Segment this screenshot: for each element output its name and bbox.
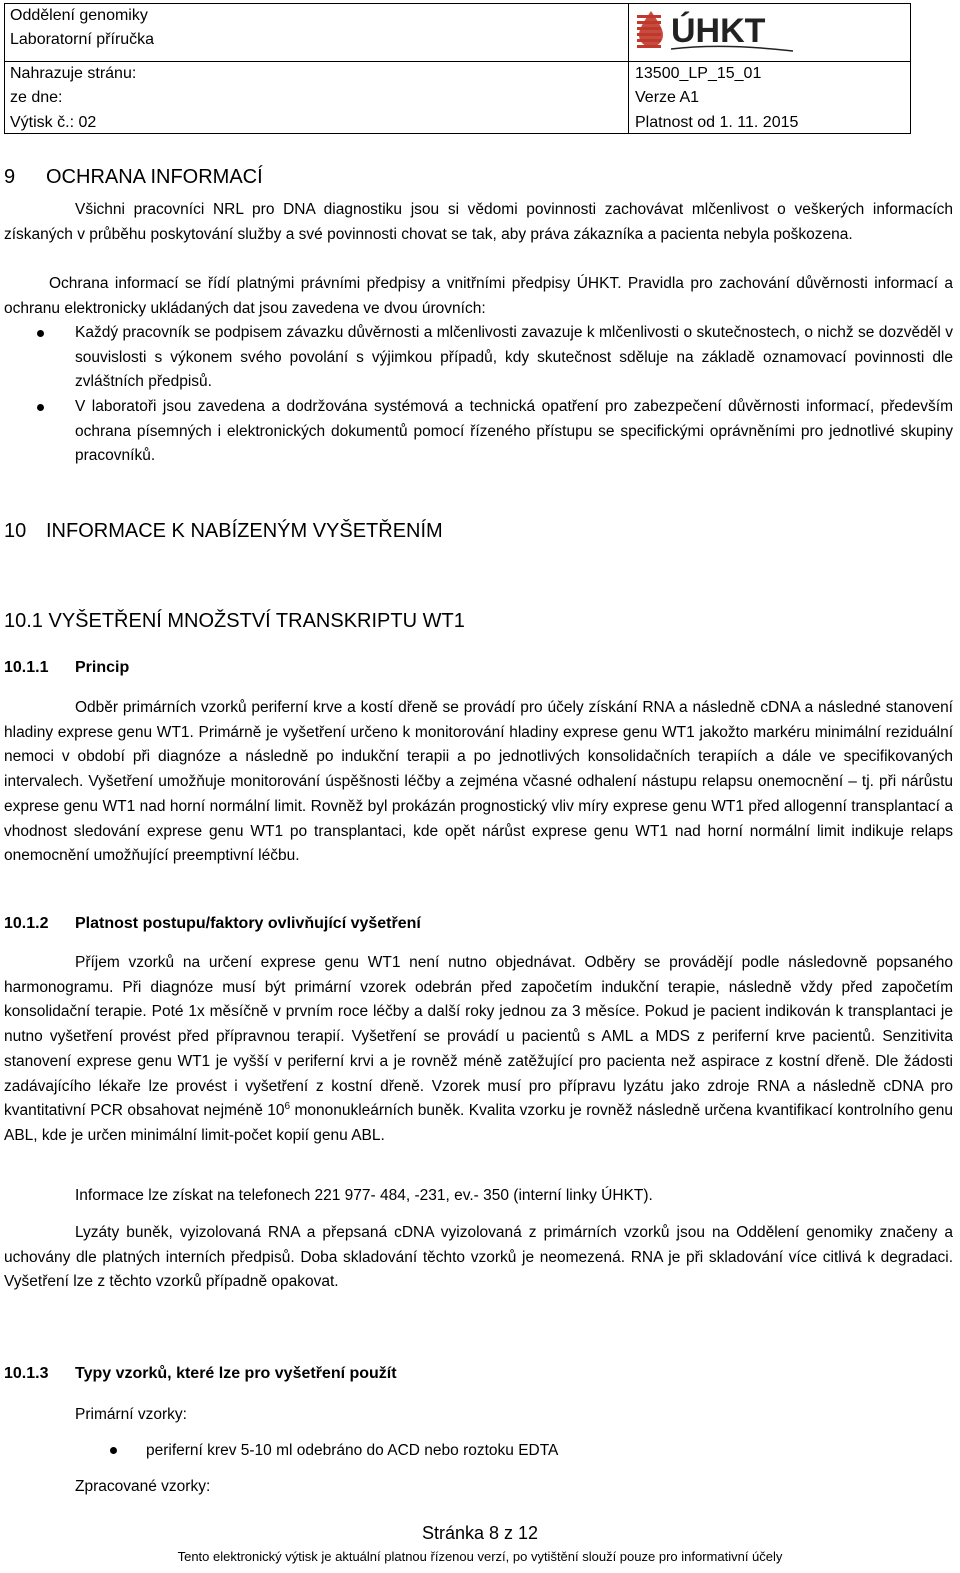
- section-10-1-heading: 10.1 VYŠETŘENÍ MNOŽSTVÍ TRANSKRIPTU WT1: [4, 610, 465, 632]
- header-validity: Platnost od 1. 11. 2015: [635, 114, 799, 131]
- paragraph: Odběr primárních vzorků periferní krve a kostí dřeně se provádí pro účely získání RNA a následně cDNA a následné stanovení hladiny exprese genu WT1. Primárně je vyšetření určeno k monitorování hladiny exprese genu WT1 jakožto markéru minimální reziduální nemoci v období při diagnóze a následně po indukční terapii a po jednotlivých konsolidačních terapiích a dále ve specifikovaných intervalech. Vyšetření umožňuje monitorování úspěšnosti léčby a zejména včasné odhalení nástupu relapsu onemocnění – tj. při nárůstu exprese genu WT1 nad horní normální limit. Rovněž byl prokázán prognostický vliv míry exprese genu WT1 před allogenní transplantací a vhodnost sledování exprese genu WT1 po transplantaci, kde opět nárůst exprese genu WT1 nad horní normální limit indikuje relaps onemocnění umožňující preemptivní léčbu.: [4, 699, 953, 865]
- svg-text:ÚHKT: ÚHKT: [671, 12, 766, 50]
- list-item: V laboratoři jsou zavedena a dodržována systémová a technická opatření pro zabezpečení důvěrnosti informací, především ochrana písemných i elektronických dokumentů pomocí řízeného přístupu se specifickými oprávněními pro jednotlivé skupiny pracovníků.: [75, 398, 953, 465]
- section-number: 10.1.2: [4, 915, 49, 932]
- list-item: Každý pracovník se podpisem závazku důvěrnosti a mlčenlivosti zavazuje k mlčenlivosti o skutečnostech, o nichž se dozvěděl v souvislosti s výkonem svého povolání s výjimkou případů, kdy skutečnost sděluje na základě oznamovací povinnosti dle zvláštních předpisů.: [75, 324, 953, 391]
- bullet-icon: [37, 404, 44, 411]
- header-copy: Výtisk č.: 02: [10, 114, 97, 131]
- header-manual: Laboratorní příručka: [10, 31, 155, 48]
- bullet-icon: [110, 1447, 117, 1454]
- text-run: Příjem vzorků na určení exprese genu WT1 není nutno objednávat. Odběry se provádějí podle následovně popsaného harmonogramu. Při diagnóze musí být primární vzorek odebrán před započetím indukční terapie, následně vždy před započetím konsolidační terapie. Poté 1x měsíčně v prvním roce léčby a další roky jednou za 3 měsíce. Pokud je pacient indikován k transplantaci je nutno vyšetření provést před přípravnou terapií. Vyšetření se provádí u pacientů s AML a MDS z periferní krve pacientů. Senzitivita stanovení exprese genu WT1 je vyšší v periferní krvi a je rovněž méně zatěžující pro pacienta než aspirace z kostní dřeně. Dle žádosti zadávajícího lékaře lze provést i vyšetření z kostní dřeně. Vzorek musí pro přípravu lyzátu jako zdroje RNA a následně cDNA pro kvantitativní PCR obsahovat nejméně 10: [4, 954, 953, 1120]
- section-number: 10.1.1: [4, 659, 49, 676]
- section-10-1-3-heading: [4, 1363, 397, 1385]
- uhkt-logo: [633, 5, 798, 55]
- section-number: 10.1.3: [4, 1365, 49, 1382]
- section-9-heading: [4, 164, 263, 190]
- paragraph: Všichni pracovníci NRL pro DNA diagnostiku jsou si vědomi povinnosti zachovávat mlčenlivost o veškerých informacích získaných v průběhu poskytování služby a své povinnosti chovat se tak, aby práva zákazníka a pacienta nebyla poškozena.: [4, 201, 953, 243]
- section-number: 10: [4, 520, 27, 542]
- processed-samples-label: Zpracované vzorky:: [75, 1478, 211, 1495]
- paragraph: [4, 951, 953, 1149]
- primary-samples-label: Primární vzorky:: [75, 1406, 187, 1423]
- superscript: 6: [284, 1101, 291, 1113]
- section-title: Platnost postupu/faktory ovlivňující vyšetření: [75, 915, 421, 932]
- contact-info: Informace lze získat na telefonech 221 977- 484, -231, ev.- 350 (interní linky ÚHKT).: [75, 1187, 653, 1204]
- paragraph: Ochrana informací se řídí platnými právními předpisy a vnitřními předpisy ÚHKT. Pravidla pro zachování důvěrnosti informací a ochranu elektronicky ukládaných dat jsou zavedena ve dvou úrovních:: [4, 275, 953, 317]
- section-title: Princip: [75, 659, 130, 676]
- header-date: ze dne:: [10, 89, 63, 106]
- header-replaces: Nahrazuje stránu:: [10, 65, 137, 82]
- section-10-1-1-heading: [4, 657, 129, 679]
- bullet-icon: [37, 330, 44, 337]
- header-divider-horizontal: [5, 61, 910, 62]
- section-10-heading: [4, 518, 443, 544]
- section-number: 9: [4, 166, 16, 188]
- header-dept: Oddělení genomiky: [10, 7, 148, 24]
- section-title: INFORMACE K NABÍZENÝM VYŠETŘENÍM: [46, 520, 443, 542]
- list-item: periferní krev 5-10 ml odebráno do ACD nebo roztoku EDTA: [146, 1442, 559, 1459]
- header-version: Verze A1: [635, 89, 700, 106]
- section-10-1-2-heading: [4, 913, 421, 935]
- header-divider-vertical: [628, 4, 629, 133]
- footer-note: Tento elektronický výtisk je aktuální platnou řízenou verzí, po vytištění slouží pouze pro informativní účely: [177, 1549, 783, 1564]
- header-doc-id: 13500_LP_15_01: [635, 65, 762, 82]
- text-run: mononukleárních buněk. Kvalita vzorku je rovněž následně určena kvantifikací kontrolního genu ABL, kde je určen minimální limit-počet kopií genu ABL.: [4, 1102, 953, 1144]
- paragraph: Lyzáty buněk, vyizolovaná RNA a přepsaná cDNA vyizolovaná z primárních vzorků jsou na Oddělení genomiky značeny a uchovány dle platných interních předpisů. Doba skladování těchto vzorků je neomezená. RNA je při skladování více citlivá k degradaci. Vyšetření lze z těchto vzorků případně opakovat.: [4, 1224, 953, 1291]
- page-number: Stránka 8 z 12: [421, 1523, 539, 1543]
- section-title: OCHRANA INFORMACÍ: [46, 166, 263, 188]
- section-title: Typy vzorků, které lze pro vyšetření použít: [75, 1365, 397, 1382]
